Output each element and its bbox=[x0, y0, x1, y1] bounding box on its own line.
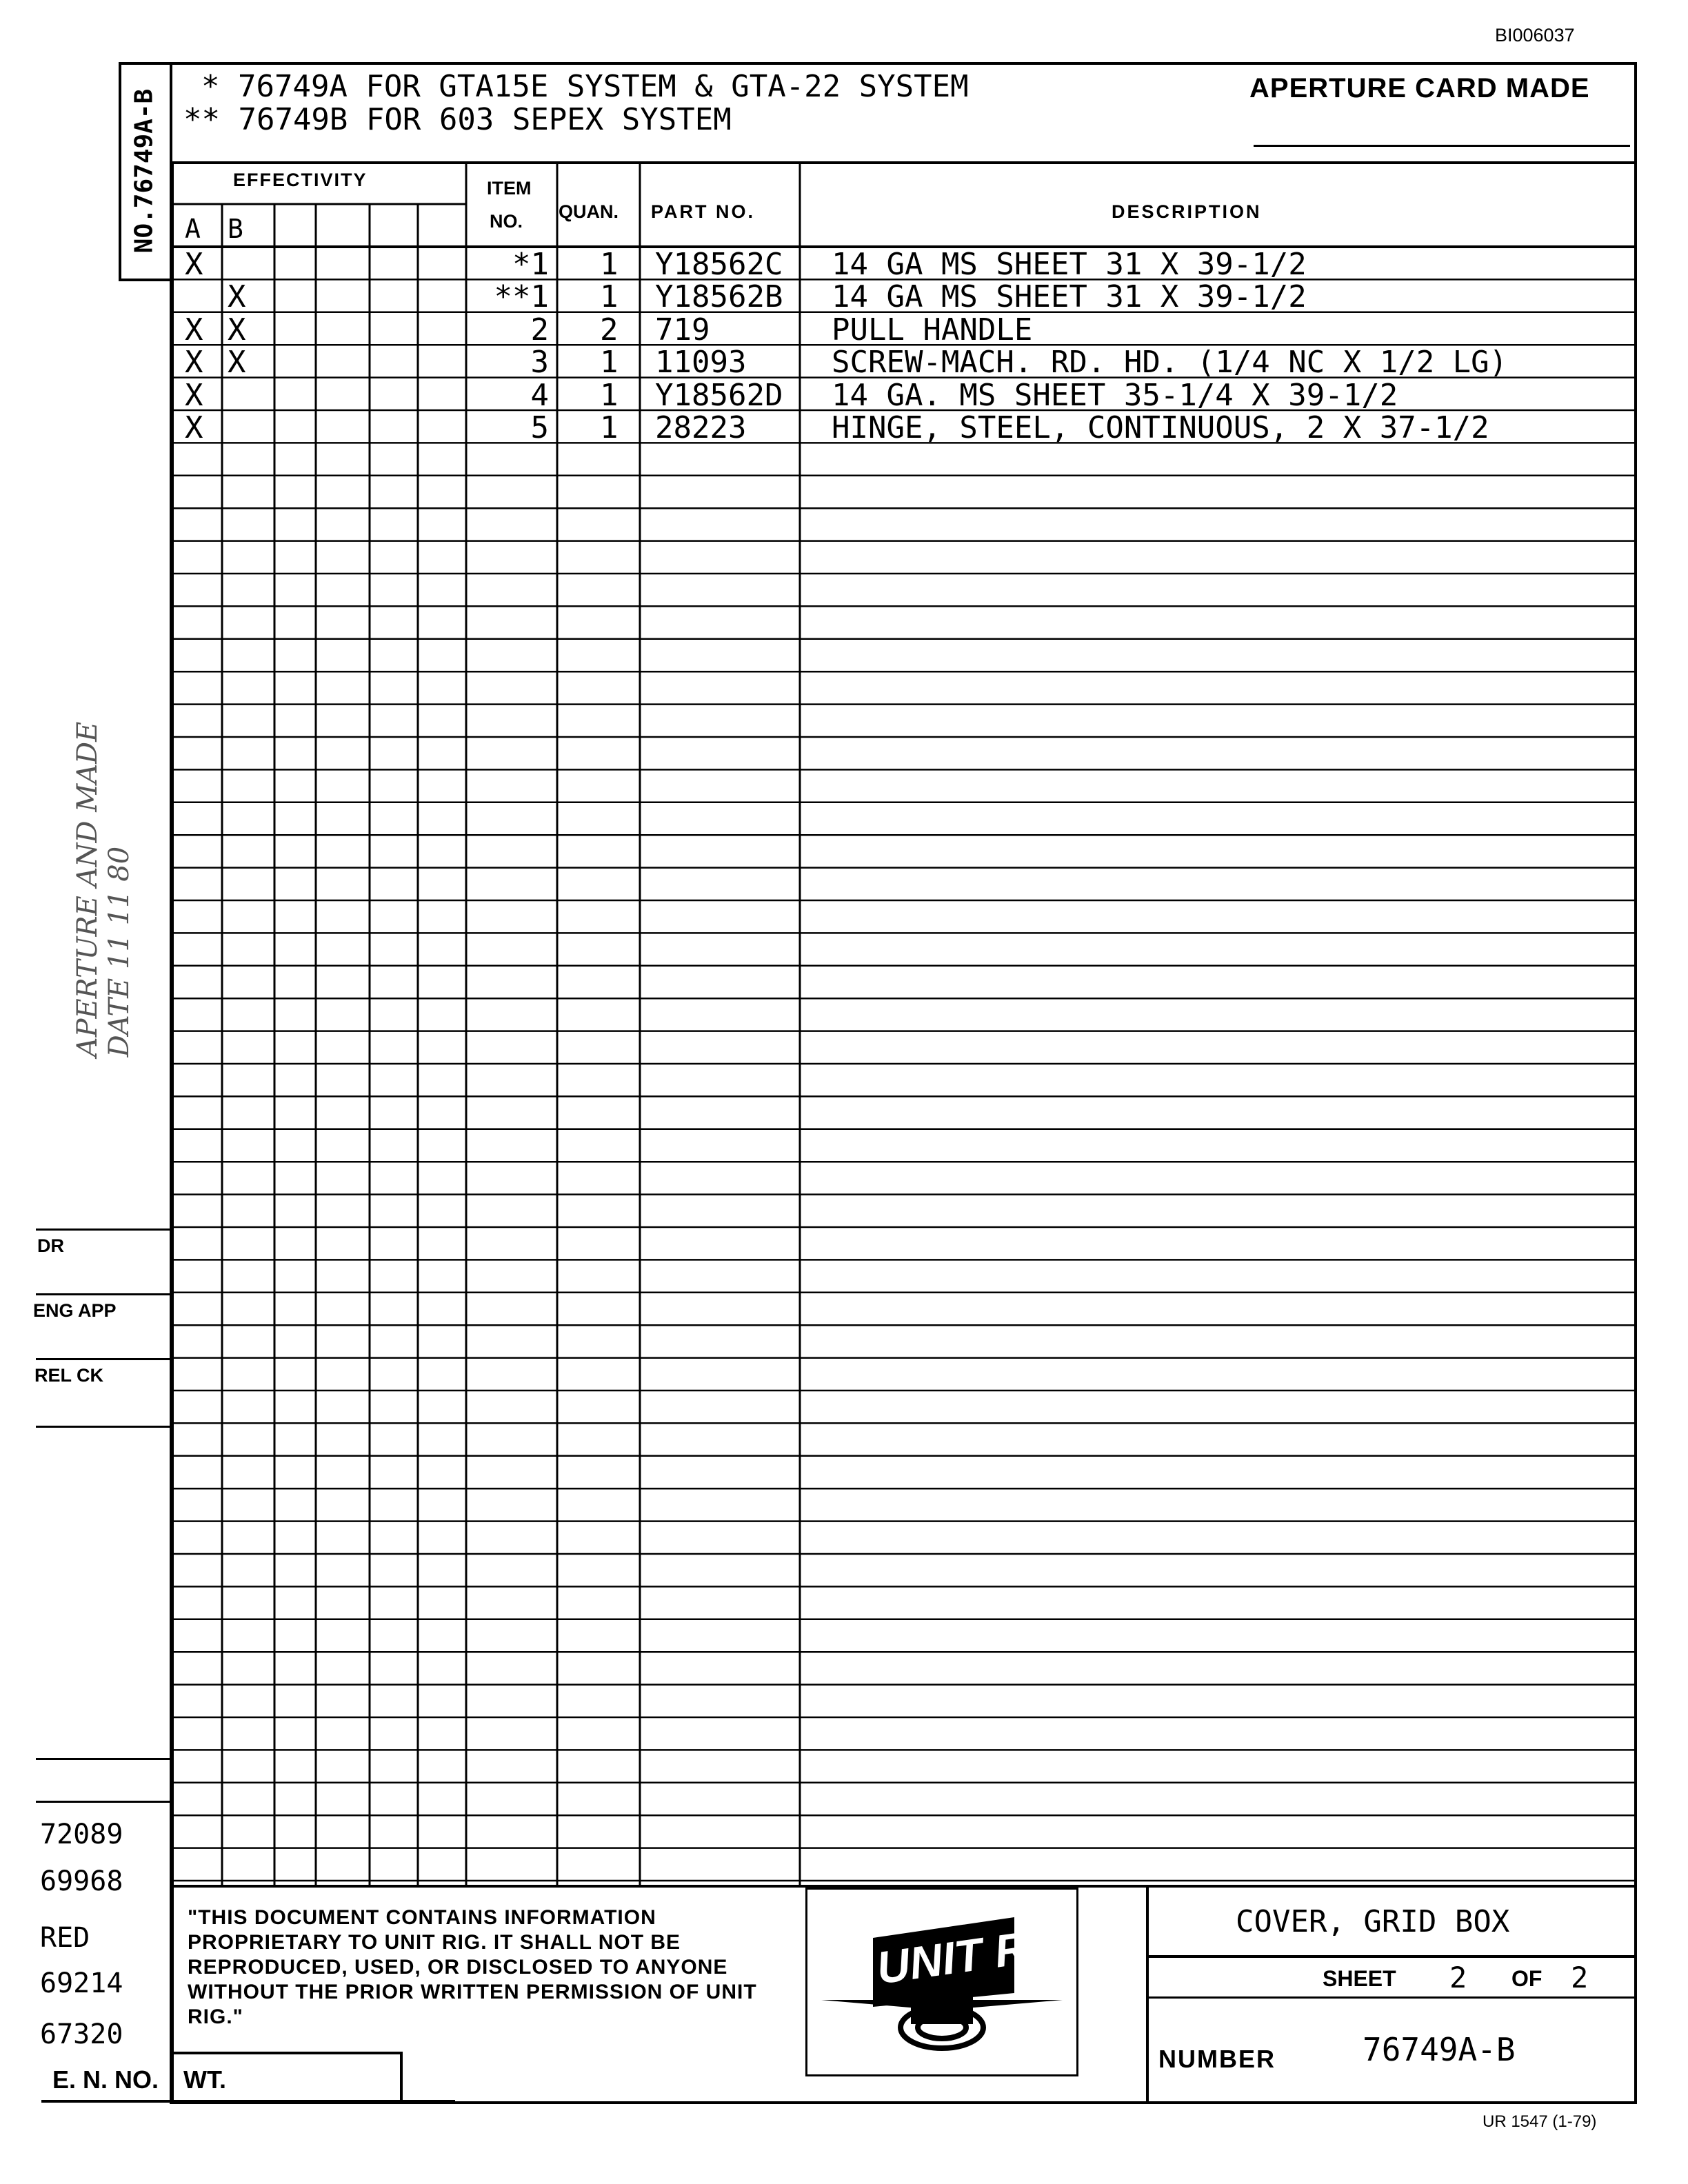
rel-ck-bottom-line bbox=[36, 1426, 172, 1428]
stamp-line-2: DATE 11 11 80 bbox=[103, 846, 135, 1058]
en-number-label: E. N. NO. bbox=[52, 2065, 159, 2094]
header-part-no: PART NO. bbox=[651, 201, 755, 222]
row-part-no: Y18562C bbox=[655, 247, 783, 282]
row-eff-b: X bbox=[228, 345, 246, 381]
form-code: UR 1547 (1-79) bbox=[1483, 2112, 1597, 2131]
label-dr: DR bbox=[37, 1235, 64, 1256]
row-description: PULL HANDLE bbox=[832, 312, 1033, 347]
note-line-1: * 76749A FOR GTA15E SYSTEM & GTA-22 SYSTEM bbox=[201, 69, 969, 104]
side-tab-label: NO.76749A-B bbox=[130, 88, 159, 254]
row-quantity: 2 bbox=[600, 312, 619, 347]
dr-line bbox=[36, 1228, 172, 1231]
row-item-no: **1 bbox=[494, 279, 549, 315]
en-top-line bbox=[36, 1758, 172, 1760]
row-item-no: 4 bbox=[530, 377, 549, 413]
proprietary-notice: "THIS DOCUMENT CONTAINS INFORMATION PROPRIETARY TO UNIT RIG. IT SHALL NOT BE REPRODUCED, USED, OR DISCLOSED TO ANYONE WITHOUT THE PRIOR WRITTEN PERMISSION OF UNIT RIG." bbox=[188, 1906, 757, 2028]
row-eff-a: X bbox=[185, 345, 203, 381]
row-item-no: 3 bbox=[530, 345, 549, 381]
label-eng-app: ENG APP bbox=[33, 1300, 117, 1321]
row-part-no: 719 bbox=[655, 312, 710, 347]
header-eff-b: B bbox=[228, 214, 243, 244]
sheet-total: 2 bbox=[1571, 1961, 1589, 1994]
header-description: DESCRIPTION bbox=[1112, 201, 1262, 222]
sheet-number: 2 bbox=[1449, 1961, 1467, 1994]
unit-rig-logo bbox=[805, 1888, 1078, 2076]
header-eff-a: A bbox=[185, 214, 201, 244]
en-label-divider bbox=[41, 2100, 455, 2103]
logo-text: UNIT RIG bbox=[873, 1914, 1078, 1994]
rel-ck-line bbox=[36, 1358, 172, 1360]
aperture-card-label: APERTURE CARD MADE bbox=[1249, 73, 1590, 103]
aperture-stamp bbox=[72, 722, 135, 1058]
sheet-of-label: OF bbox=[1511, 1966, 1543, 1991]
row-quantity: 1 bbox=[600, 247, 619, 282]
row-part-no: 28223 bbox=[655, 410, 747, 445]
header-item: ITEM bbox=[487, 178, 532, 199]
row-eff-b: X bbox=[228, 279, 246, 315]
row-part-no: 11093 bbox=[655, 345, 747, 381]
row-item-no: 5 bbox=[530, 410, 549, 445]
en-number: 69968 bbox=[40, 1866, 123, 1897]
sheet-label: SHEET bbox=[1323, 1966, 1396, 1991]
en-number: 69214 bbox=[40, 1968, 123, 1999]
row-description: SCREW-MACH. RD. HD. (1/4 NC X 1/2 LG) bbox=[832, 345, 1508, 381]
weight-box-top bbox=[172, 2052, 403, 2054]
eng-app-line bbox=[36, 1293, 172, 1295]
header-effectivity: EFFECTIVITY bbox=[233, 170, 368, 190]
header-quantity: QUAN. bbox=[559, 201, 619, 222]
drawing-number: 76749A-B bbox=[1363, 2031, 1516, 2068]
document-id: BI006037 bbox=[1495, 25, 1575, 46]
header-item-no: NO. bbox=[490, 211, 523, 232]
row-eff-b: X bbox=[228, 312, 246, 347]
note-line-2: ** 76749B FOR 603 SEPEX SYSTEM bbox=[183, 102, 732, 137]
title-sheet-line bbox=[1146, 1955, 1637, 1958]
row-item-no: *1 bbox=[512, 247, 549, 282]
en-number: 67320 bbox=[40, 2019, 123, 2050]
number-label: NUMBER bbox=[1158, 2045, 1276, 2073]
row-description: HINGE, STEEL, CONTINUOUS, 2 X 37-1/2 bbox=[832, 410, 1489, 445]
row-quantity: 1 bbox=[600, 279, 619, 315]
row-eff-a: X bbox=[185, 410, 203, 445]
row-quantity: 1 bbox=[600, 410, 619, 445]
row-item-no: 2 bbox=[530, 312, 549, 347]
row-eff-a: X bbox=[185, 247, 203, 282]
weight-box-right bbox=[400, 2052, 403, 2101]
en-block-line bbox=[36, 1801, 172, 1803]
label-rel-ck: REL CK bbox=[34, 1365, 104, 1386]
row-part-no: Y18562D bbox=[655, 377, 783, 413]
row-eff-a: X bbox=[185, 377, 203, 413]
weight-label: WT. bbox=[183, 2065, 226, 2094]
row-part-no: Y18562B bbox=[655, 279, 783, 315]
sheet-number-line bbox=[1146, 1996, 1637, 1999]
en-number: RED bbox=[40, 1922, 90, 1954]
row-description: 14 GA MS SHEET 31 X 39-1/2 bbox=[832, 279, 1307, 315]
row-description: 14 GA MS SHEET 31 X 39-1/2 bbox=[832, 247, 1307, 282]
en-number: 72089 bbox=[40, 1819, 123, 1850]
row-description: 14 GA. MS SHEET 35-1/4 X 39-1/2 bbox=[832, 377, 1398, 413]
row-eff-a: X bbox=[185, 312, 203, 347]
drawing-title: COVER, GRID BOX bbox=[1236, 1904, 1510, 1939]
row-quantity: 1 bbox=[600, 377, 619, 413]
stamp-line-1: APERTURE AND MADE bbox=[72, 721, 103, 1058]
row-quantity: 1 bbox=[600, 345, 619, 381]
title-block-divider bbox=[1146, 1886, 1149, 2104]
